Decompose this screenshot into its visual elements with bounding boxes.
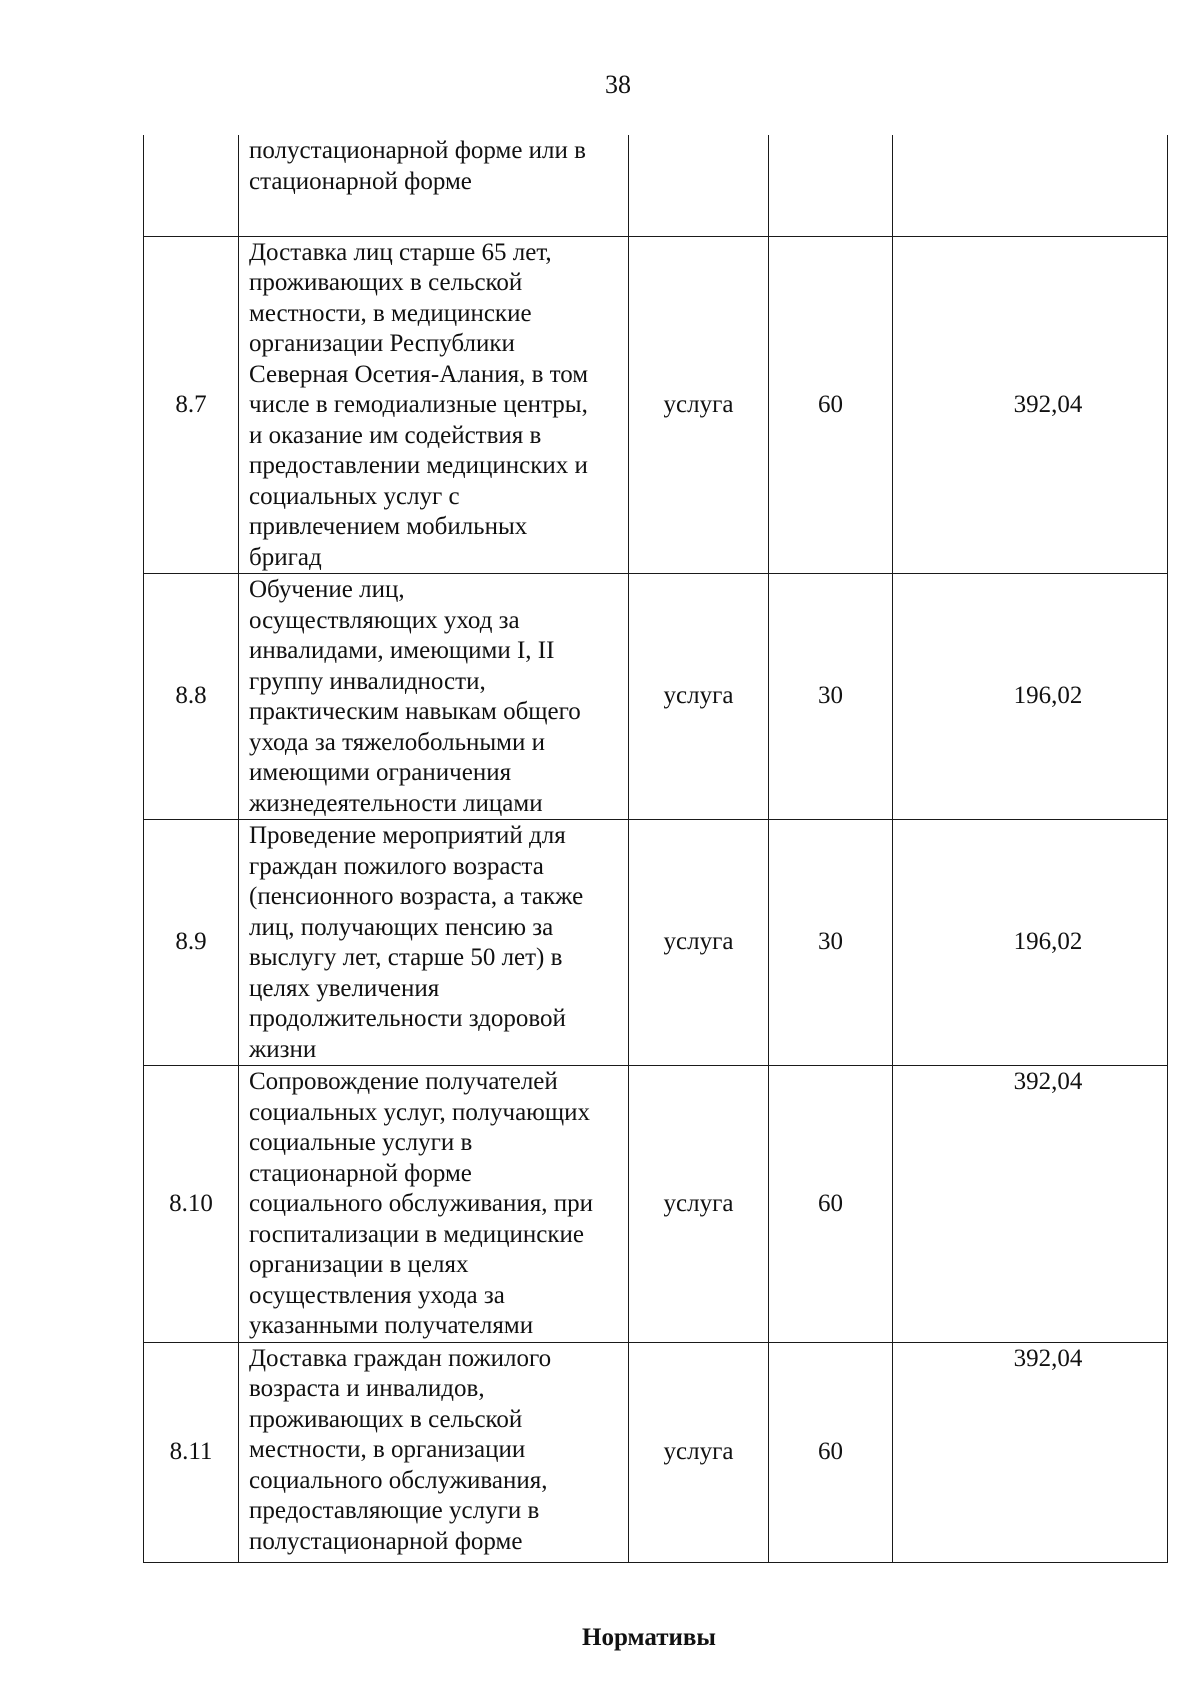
table-row	[144, 1342, 1168, 1562]
service-name-line: предоставляющие услуги в	[249, 1497, 540, 1524]
service-name-line: осуществления ухода за	[249, 1281, 505, 1309]
cost-value: 196,02	[1013, 928, 1083, 956]
unit-cell: услуга	[629, 236, 769, 574]
service-name-line: указанными получателями	[249, 1312, 534, 1339]
service-name-line: социальные услуги в	[249, 1129, 473, 1156]
row-number-cell: 8.9	[144, 820, 239, 1066]
service-name-line: (пенсионного возраста, а также	[249, 883, 584, 910]
service-name-line: и оказание им содействия в	[249, 421, 542, 449]
service-name-line: местности, в медицинские	[249, 299, 532, 327]
service-name-line: практическим навыкам общего	[249, 698, 581, 725]
cost-cell	[893, 820, 1168, 1066]
cost-cell	[893, 1066, 1168, 1343]
service-name-line: бригад	[249, 543, 322, 571]
cost-value: 196,02	[1013, 682, 1083, 710]
service-name-line: выслугу лет, старше 50 лет) в	[249, 944, 563, 971]
table-row	[144, 820, 1168, 1066]
service-name-line: Сопровождение получателей	[249, 1068, 558, 1095]
row-number-cell: 8.7	[144, 236, 239, 574]
cost-value: 392,04	[1013, 1344, 1083, 1372]
service-name-line: целях увеличения	[249, 974, 440, 1002]
service-name-line: социальных услуг с	[249, 482, 460, 510]
service-name-line: Обучение лиц,	[249, 576, 405, 603]
service-name-cell	[239, 1066, 629, 1343]
unit-cell: услуга	[629, 820, 769, 1066]
service-name-line: проживающих в сельской	[249, 269, 523, 296]
services-table	[143, 135, 1168, 1563]
service-name-cell	[239, 574, 629, 820]
service-name-line: имеющими ограничения	[249, 759, 512, 786]
service-name-line: Доставка граждан пожилого	[249, 1344, 552, 1372]
unit-cell: услуга	[629, 574, 769, 820]
row-number-cell	[144, 135, 239, 236]
service-name-line: предоставлении медицинских и	[249, 452, 588, 479]
service-name-line: социального обслуживания, при	[249, 1190, 594, 1217]
unit-cell: услуга	[629, 1342, 769, 1562]
time-norm-cell: 60	[769, 236, 893, 574]
service-name-line: стационарной форме	[249, 1159, 472, 1187]
cost-cell	[893, 236, 1168, 574]
service-name-line: Проведение мероприятий для	[249, 822, 566, 849]
time-norm-cell: 30	[769, 820, 893, 1066]
page-number: 38	[605, 70, 631, 99]
service-name-line: социального обслуживания,	[249, 1466, 548, 1494]
service-name-line: привлечением мобильных	[249, 513, 528, 540]
service-name-line: группу инвалидности,	[249, 667, 486, 695]
service-name-cell	[239, 820, 629, 1066]
time-norm-cell: 60	[769, 1342, 893, 1562]
service-name-line: организации Республики	[249, 330, 515, 357]
row-number-cell: 8.10	[144, 1066, 239, 1343]
service-name-line: жизнедеятельности лицами	[249, 789, 543, 817]
table-row	[144, 236, 1168, 574]
cost-cell	[893, 1342, 1168, 1562]
service-name-line: полустационарной форме или в	[249, 137, 586, 164]
table-row	[144, 574, 1168, 820]
service-name-line: ухода за тяжелобольными и	[249, 728, 545, 756]
service-name-line: полустационарной форме	[249, 1527, 523, 1555]
service-name-line: продолжительности здоровой	[249, 1005, 566, 1032]
service-name-cell	[239, 135, 629, 236]
time-norm-cell	[769, 135, 893, 236]
service-name-line: социальных услуг, получающих	[249, 1098, 590, 1126]
cost-value: 392,04	[1013, 390, 1083, 418]
service-name-line: стационарной форме	[249, 167, 472, 195]
service-name-cell	[239, 1342, 629, 1562]
service-name-line: местности, в организации	[249, 1436, 526, 1463]
service-name-line: организации в целях	[249, 1251, 469, 1278]
service-name-line: инвалидами, имеющими I, II	[249, 637, 555, 664]
service-name-cell	[239, 236, 629, 574]
service-name-line: лиц, получающих пенсию за	[249, 913, 554, 941]
service-name-line: госпитализации в медицинские	[249, 1220, 584, 1248]
service-name-line: граждан пожилого возраста	[249, 852, 544, 880]
cost-cell	[893, 135, 1168, 236]
service-name-line: Северная Осетия-Алания, в том	[249, 360, 589, 388]
service-name-line: проживающих в сельской	[249, 1405, 523, 1433]
service-name-line: жизни	[249, 1035, 317, 1063]
time-norm-cell: 30	[769, 574, 893, 820]
table-row	[144, 1066, 1168, 1343]
cost-value: 392,04	[1013, 1068, 1083, 1095]
service-name-line: возраста и инвалидов,	[249, 1375, 485, 1402]
section-heading: Нормативы	[582, 1624, 716, 1651]
table-body	[144, 135, 1168, 1562]
cost-cell	[893, 574, 1168, 820]
service-name-line: осуществляющих уход за	[249, 606, 520, 634]
unit-cell: услуга	[629, 1066, 769, 1343]
row-number-cell: 8.11	[144, 1342, 239, 1562]
table-row	[144, 135, 1168, 236]
service-name-line: Доставка лиц старше 65 лет,	[249, 238, 552, 266]
service-name-line: числе в гемодиализные центры,	[249, 391, 588, 418]
time-norm-cell: 60	[769, 1066, 893, 1343]
row-number-cell: 8.8	[144, 574, 239, 820]
unit-cell	[629, 135, 769, 236]
